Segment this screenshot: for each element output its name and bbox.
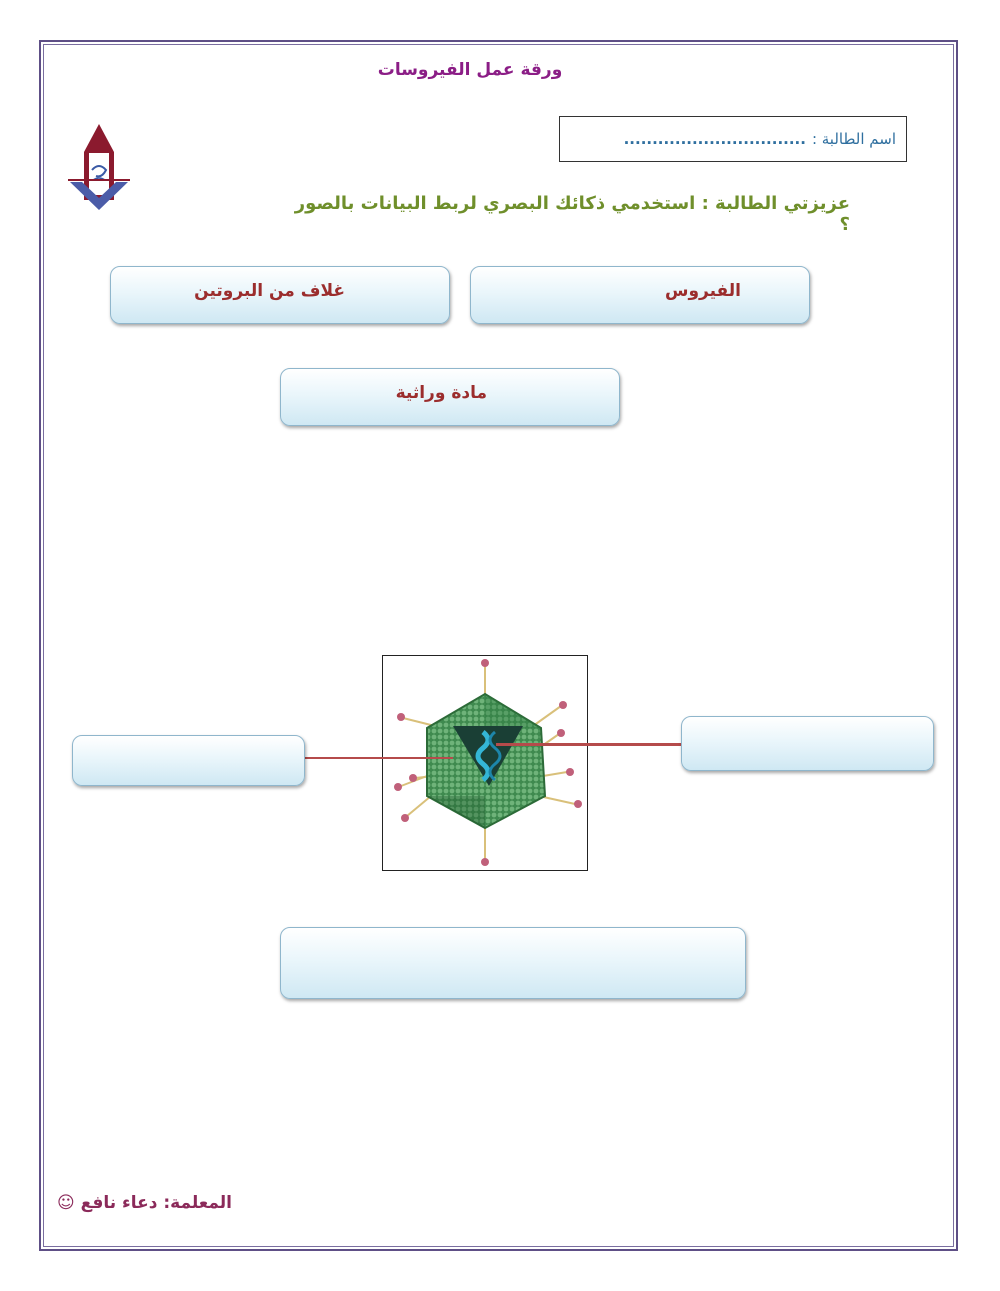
answer-card-protein-coat[interactable]	[110, 266, 450, 324]
virus-illustration	[382, 655, 588, 871]
instruction-text: عزيزتي الطالبة : استخدمي ذكائك البصري لربط البيانات بالصور ؟	[294, 193, 850, 235]
drop-target-bottom[interactable]	[280, 927, 746, 999]
teacher-signature: المعلمة: دعاء نافع ☺	[56, 1193, 232, 1213]
student-name-box[interactable]	[559, 116, 907, 162]
answer-card-label: الفيروس	[665, 281, 741, 301]
answer-card-label: غلاف من البروتين	[194, 281, 345, 301]
student-name-dots: ................................	[623, 130, 806, 148]
connector-line-left	[305, 757, 453, 759]
student-name-label: اسم الطالبة :	[811, 130, 896, 148]
school-logo-icon	[64, 122, 134, 214]
answer-card-genetic-material[interactable]	[280, 368, 620, 426]
answer-card-virus[interactable]	[470, 266, 810, 324]
connector-line-right	[496, 743, 681, 746]
virus-drawing	[383, 656, 587, 870]
drop-target-left[interactable]	[72, 735, 305, 786]
answer-card-label: مادة وراثية	[395, 383, 487, 403]
drop-target-right[interactable]	[681, 716, 934, 771]
worksheet-title: ورقة عمل الفيروسات	[377, 60, 563, 80]
